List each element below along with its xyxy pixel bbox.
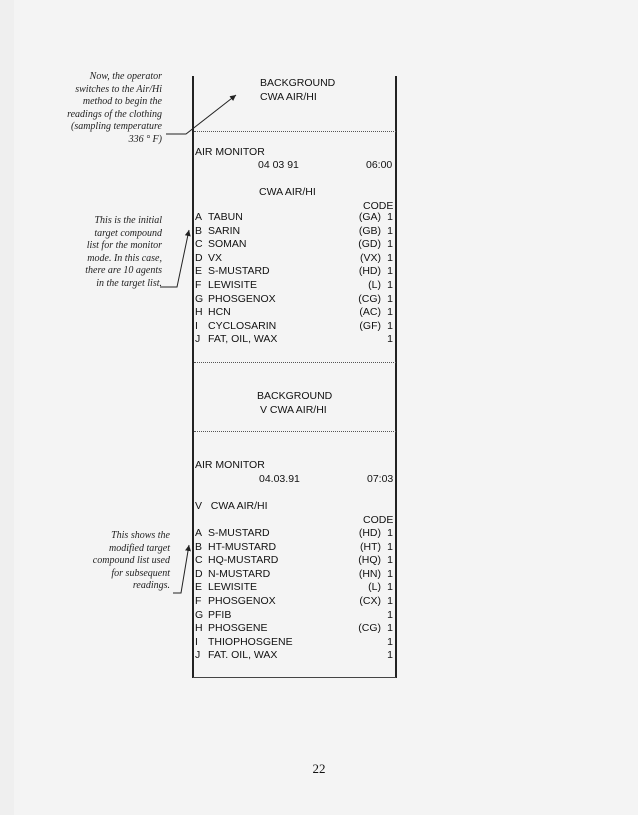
compound-count: 1 bbox=[387, 581, 393, 594]
compound-code: (GD) bbox=[358, 238, 381, 251]
compound-letter: G bbox=[195, 608, 204, 621]
note-line: there are 10 agents bbox=[85, 265, 162, 276]
arrow-note1 bbox=[166, 95, 236, 134]
compound-count: 1 bbox=[387, 608, 393, 621]
compound-code: (GF) bbox=[359, 319, 381, 332]
compound-code: (AC) bbox=[359, 306, 381, 319]
compound-letter: A bbox=[195, 211, 203, 223]
note-line: target compound bbox=[94, 227, 162, 239]
compound-letter: E bbox=[195, 581, 203, 594]
compound-code: (CX) bbox=[359, 594, 381, 607]
compound-count: 1 bbox=[387, 251, 393, 264]
section2-mode: V CWA AIR/HI bbox=[195, 500, 268, 512]
section1-monitor-label: AIR MONITOR bbox=[195, 146, 265, 158]
compound-letter: C bbox=[195, 554, 203, 567]
compound-letter: B bbox=[195, 224, 203, 237]
compound-count: 1 bbox=[387, 333, 393, 346]
compound-code: (L) bbox=[368, 278, 381, 291]
compound-name: HQ-MUSTARD bbox=[208, 554, 279, 567]
note-line: modified target bbox=[108, 542, 170, 554]
section1-code-header: CODE bbox=[363, 200, 394, 212]
compound-count: 1 bbox=[387, 278, 393, 291]
compound-letter: H bbox=[195, 306, 203, 319]
note-line: This is the initial bbox=[94, 215, 162, 226]
section1-header-line2: CWA AIR/HI bbox=[260, 91, 317, 103]
page-number: 22 bbox=[312, 761, 326, 776]
compound-count: 1 bbox=[387, 635, 393, 648]
compound-letter: G bbox=[195, 292, 204, 305]
compound-code: (HQ) bbox=[358, 554, 381, 567]
compound-name: TABUN bbox=[208, 211, 243, 223]
compound-name: S-MUSTARD bbox=[208, 527, 270, 539]
compound-name: FAT, OIL, WAX bbox=[208, 333, 278, 346]
compound-count: 1 bbox=[387, 265, 393, 278]
compound-code: (L) bbox=[368, 581, 381, 594]
compound-count: 1 bbox=[387, 211, 393, 223]
compound-letter: F bbox=[195, 278, 202, 291]
compound-letter: B bbox=[195, 540, 203, 553]
note-line: readings. bbox=[132, 580, 170, 591]
compound-count: 1 bbox=[387, 540, 393, 553]
compound-name: PHOSGENOX bbox=[208, 292, 276, 305]
section1-header-line1: BACKGROUND bbox=[260, 77, 336, 89]
compound-name: THIOPHOSGENE bbox=[208, 635, 293, 648]
compound-letter: D bbox=[195, 251, 203, 264]
compound-name: FAT. OIL, WAX bbox=[208, 649, 278, 662]
compound-name: HCN bbox=[208, 306, 231, 319]
compound-code: (HT) bbox=[360, 540, 381, 553]
compound-count: 1 bbox=[387, 622, 393, 635]
compound-name: LEWISITE bbox=[208, 278, 258, 291]
section1-time: 06:00 bbox=[366, 159, 393, 171]
arrow-note3 bbox=[173, 545, 189, 593]
note-line: 336 ° F) bbox=[128, 133, 162, 145]
note-line: in the target list. bbox=[96, 277, 162, 289]
note-line: readings of the clothing bbox=[67, 108, 162, 120]
compound-name: PHOSGENE bbox=[208, 622, 268, 635]
compound-name: VX bbox=[208, 251, 223, 264]
compound-count: 1 bbox=[387, 649, 393, 662]
compound-count: 1 bbox=[387, 554, 393, 567]
compound-letter: C bbox=[195, 238, 203, 251]
compound-name: PFIB bbox=[208, 608, 232, 621]
compound-name: S-MUSTARD bbox=[208, 265, 270, 278]
compound-count: 1 bbox=[387, 567, 393, 580]
compound-count: 1 bbox=[387, 224, 393, 237]
note-line: mode. In this case, bbox=[87, 252, 162, 264]
compound-code: (HD) bbox=[358, 265, 381, 278]
section2-date: 04.03.91 bbox=[259, 473, 300, 485]
note-line: method to begin the bbox=[82, 96, 162, 107]
section1-date: 04 03 91 bbox=[258, 159, 299, 171]
section2-header-line1: BACKGROUND bbox=[257, 390, 333, 402]
compound-name: SARIN bbox=[208, 224, 241, 237]
compound-name: N-MUSTARD bbox=[208, 567, 271, 580]
note-line: Now, the operator bbox=[89, 71, 162, 82]
compound-letter: D bbox=[195, 567, 203, 580]
compound-code: (GA) bbox=[358, 211, 381, 223]
note-line: switches to the Air/Hi bbox=[75, 83, 162, 95]
compound-count: 1 bbox=[387, 527, 393, 539]
note-line: for subsequent bbox=[111, 567, 170, 579]
compound-code: (CG) bbox=[358, 622, 381, 635]
compound-code: (GB) bbox=[358, 224, 381, 237]
compound-name: SOMAN bbox=[208, 238, 247, 251]
compound-code: (HD) bbox=[358, 527, 381, 539]
compound-letter: A bbox=[195, 527, 203, 539]
compound-name: CYCLOSARIN bbox=[208, 319, 277, 332]
section2-monitor-label: AIR MONITOR bbox=[195, 459, 265, 471]
section1-mode: CWA AIR/HI bbox=[259, 186, 316, 198]
section2-header-line2: V CWA AIR/HI bbox=[260, 404, 327, 416]
compound-count: 1 bbox=[387, 306, 393, 319]
arrow-note2 bbox=[160, 230, 189, 287]
section2-code-header: CODE bbox=[363, 514, 394, 526]
compound-name: PHOSGENOX bbox=[208, 594, 276, 607]
compound-count: 1 bbox=[387, 594, 393, 607]
note-line: (sampling temperature bbox=[70, 121, 162, 132]
compound-letter: I bbox=[195, 635, 198, 648]
compound-name: HT-MUSTARD bbox=[208, 540, 277, 553]
compound-letter: I bbox=[195, 319, 198, 332]
compound-letter: J bbox=[195, 649, 201, 662]
compound-name: LEWISITE bbox=[208, 581, 258, 594]
compound-code: (VX) bbox=[360, 251, 381, 264]
compound-code: (CG) bbox=[358, 292, 381, 305]
compound-letter: E bbox=[195, 265, 203, 278]
compound-count: 1 bbox=[387, 292, 393, 305]
compound-letter: F bbox=[195, 594, 202, 607]
compound-code: (HN) bbox=[358, 567, 381, 580]
note-line: compound list used bbox=[92, 555, 170, 566]
section2-time: 07:03 bbox=[367, 473, 394, 485]
compound-count: 1 bbox=[387, 319, 393, 332]
compound-letter: J bbox=[195, 333, 201, 346]
note-line: This shows the bbox=[111, 530, 170, 541]
compound-count: 1 bbox=[387, 238, 393, 251]
compound-letter: H bbox=[195, 622, 203, 635]
note-line: list for the monitor bbox=[86, 240, 162, 251]
